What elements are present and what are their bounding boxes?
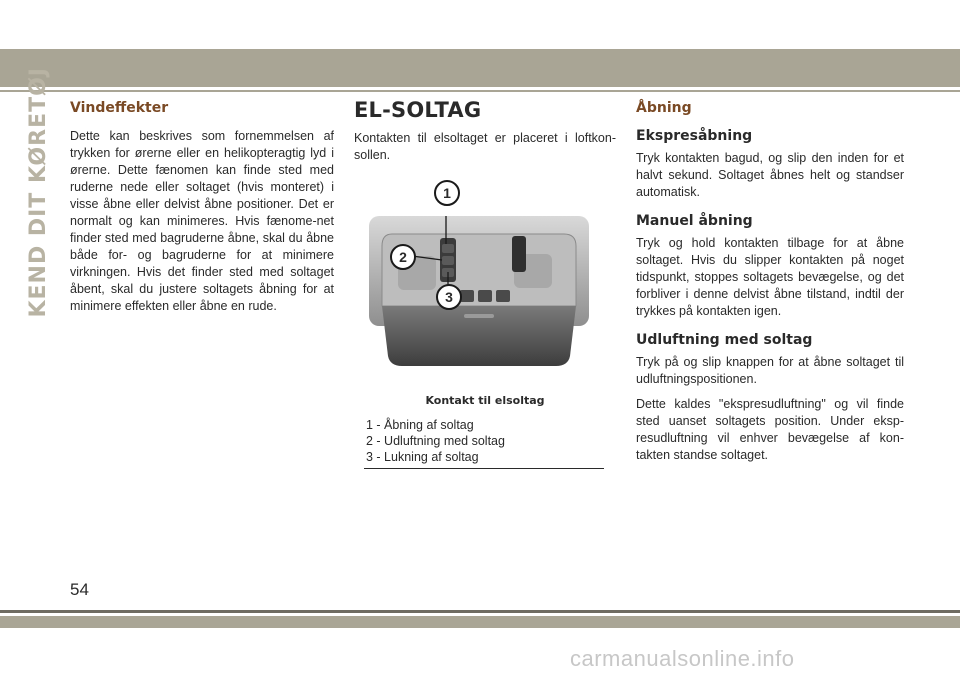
section-sidebar-label: KEND DIT KØRETØJ <box>25 67 51 318</box>
paragraph-venting-2: Dette kaldes "ekspresudluftning" og vil finde sted uanset soltagets position. Under eksp-resudluftning vil enhver bevægelse af kon-takten standse soltaget. <box>636 397 904 462</box>
watermark-text: carmanualsonline.info <box>570 646 795 671</box>
column-opening <box>636 100 904 472</box>
subheading-venting: Udluftning med soltag <box>636 332 813 348</box>
paragraph-switch-location: Kontakten til elsoltaget er placeret i loftkon-sollen. <box>354 131 616 162</box>
column-wind-effects <box>70 100 334 323</box>
heading-opening: Åbning <box>636 100 692 116</box>
legend-item: 1 - Åbning af soltag <box>366 418 474 432</box>
footer-rule <box>0 610 960 613</box>
legend-item: 2 - Udluftning med soltag <box>366 434 505 448</box>
paragraph-express-opening: Tryk kontakten bagud, og slip den inden for et halvt sekund. Soltaget åbnes helt og standser automatisk. <box>636 151 904 199</box>
header-rule <box>0 90 960 92</box>
page-number: 54 <box>70 580 89 599</box>
column-power-sunroof <box>354 100 616 469</box>
header-band <box>0 49 960 87</box>
paragraph-venting-1: Tryk på og slip knappen for at åbne soltaget til udluftningspositionen. <box>636 355 904 386</box>
footer-band <box>0 616 960 628</box>
callout-3: 3 <box>436 284 462 310</box>
legend-rule <box>364 468 604 469</box>
figure-legend <box>354 417 616 465</box>
figure-caption: Kontakt til elsoltag <box>425 394 545 407</box>
heading-wind-effects: Vindeffekter <box>70 100 169 116</box>
heading-power-sunroof: EL-SOLTAG <box>354 98 482 122</box>
callout-2: 2 <box>390 244 416 270</box>
overhead-console-illustration <box>364 186 594 386</box>
subheading-manual-opening: Manuel åbning <box>636 213 753 229</box>
legend-item: 3 - Lukning af soltag <box>366 450 479 464</box>
overhead-console-figure <box>364 186 594 386</box>
paragraph-wind-effects: Dette kan beskrives som fornemmelsen af trykken for ørerne eller en helikopteragtig lyd i ørerne. Dette fænomen kan finde sted med ruderne nede eller soltaget (hvis monteret) i visse åbne eller delvist åbne positioner. Det er normalt og kan minimeres. Hvis fænome-net finder sted med bagruderne åbne, skal du åbne både for- og bagruderne for at minimere virkningen. Hvis det finder sted med soltaget åbent, skal du justere soltagets åbning for at minimere effekten eller åbne en rude. <box>70 129 334 313</box>
callout-1: 1 <box>434 180 460 206</box>
subheading-express-opening: Ekspresåbning <box>636 128 753 144</box>
paragraph-manual-opening: Tryk og hold kontakten tilbage for at åbne soltaget. Hvis du slipper kontakten på noget tidspunkt, stoppes soltagets bevægelse, og det forbliver i denne delvist åbne tilstand, indtil der trykkes på kontakten igen. <box>636 236 904 318</box>
